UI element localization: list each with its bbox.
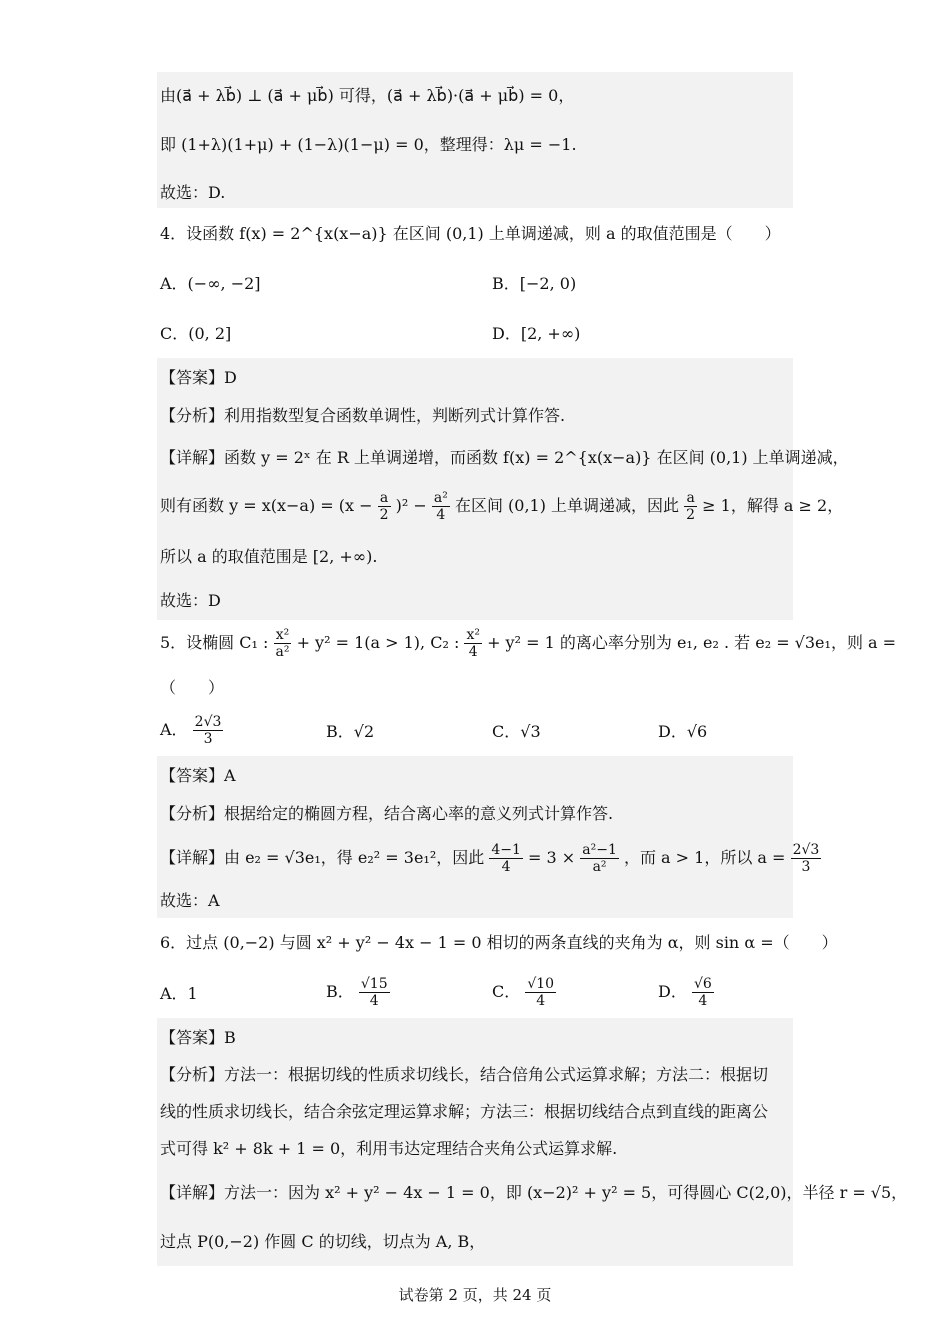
q5-stem-line1 (160, 625, 896, 661)
q4-option-b: B．[−2, 0) (492, 274, 577, 293)
q5-frac-x2-over-4 (464, 627, 482, 660)
q5-stem-line2: （ ） (160, 678, 225, 697)
frac-den: 4 (501, 859, 511, 875)
q5-frac-3 (791, 842, 822, 875)
q5-stem-part1: 5．设椭圆 C₁ : (160, 633, 269, 652)
q4-option-d: D．[2, +∞) (492, 324, 581, 343)
q4-frac-a2-over-4 (432, 490, 450, 523)
frac-den: 3 (801, 859, 811, 875)
frac-den: a² (275, 644, 290, 660)
frac-den: 2 (686, 507, 696, 523)
q5-detail-line1 (160, 838, 821, 878)
frac-den: 4 (436, 507, 446, 523)
q4-detail-line1: 【详解】函数 y = 2ˣ 在 R 上单调递增，而函数 f(x) = 2^{x(x−a)} 在区间 (0,1) 上单调递减， (160, 448, 849, 467)
q6-option-d-value (692, 976, 714, 1009)
q3-choose: 故选：D. (160, 183, 226, 202)
q6-detail-line2: 过点 P(0,−2) 作圆 C 的切线，切点为 A, B， (160, 1232, 486, 1251)
frac-num: a (684, 490, 697, 507)
frac-den: 4 (369, 993, 379, 1009)
q4-frac-a-over-2 (378, 490, 391, 523)
frac-num: x² (274, 627, 292, 644)
frac-num: 4−1 (491, 842, 521, 858)
frac-num: a² (433, 490, 448, 506)
q4-detail-line3: 所以 a 的取值范围是 [2, +∞). (160, 547, 378, 566)
solution-block-q5 (157, 756, 793, 918)
q5-detail-part1: 【详解】由 e₂ = √3e₁，得 e₂² = 3e₁²，因此 (160, 848, 485, 867)
frac-den: 4 (536, 993, 546, 1009)
q4-detail2-part2: )² − (395, 496, 427, 515)
frac-den: 4 (468, 644, 478, 660)
q6-option-b-value (359, 976, 390, 1009)
q6-option-d (658, 972, 714, 1012)
q4-option-a: A．(−∞, −2] (160, 274, 261, 293)
frac-den: 2 (379, 507, 389, 523)
q5-option-d: D．√6 (658, 722, 708, 741)
frac-num: 2√3 (792, 842, 820, 858)
q5-option-a-label: A． (160, 720, 188, 739)
q5-frac-2 (580, 842, 619, 875)
q6-detail-line1: 【详解】方法一：因为 x² + y² − 4x − 1 = 0，即 (x−2)² + y² = 5，可得圆心 C(2,0)，半径 r = √5， (160, 1183, 908, 1202)
q6-option-b (326, 972, 390, 1012)
q4-detail2-part1: 则有函数 y = x(x−a) = (x − (160, 496, 373, 515)
q5-option-a-value (193, 714, 224, 747)
q4-frac-a-over-2b (684, 490, 697, 523)
q5-analysis: 【分析】根据给定的椭圆方程，结合离心率的意义列式计算作答. (160, 804, 614, 823)
q5-detail-part2: = 3 × (527, 848, 576, 867)
frac-den: 4 (698, 993, 708, 1009)
q6-analysis-line3: 式可得 k² + 8k + 1 = 0，利用韦达定理结合夹角公式运算求解. (160, 1139, 618, 1158)
q4-detail-line2 (160, 488, 843, 524)
q6-analysis-line1: 【分析】方法一：根据切线的性质求切线长，结合倍角公式运算求解；方法二：根据切 (160, 1065, 769, 1084)
q5-stem-part3: + y² = 1 的离心率分别为 e₁, e₂ . 若 e₂ = √3e₁，则 a = (487, 633, 897, 652)
q5-option-c: C．√3 (492, 722, 541, 741)
q5-answer: 【答案】A (160, 766, 236, 785)
frac-num: √10 (527, 976, 555, 992)
frac-num: √6 (693, 976, 712, 992)
q6-answer: 【答案】B (160, 1028, 236, 1047)
q6-option-c-label: C． (492, 982, 521, 1001)
q3-detail-line2: 即 (1+λ)(1+μ) + (1−λ)(1−μ) = 0，整理得：λμ = −1. (160, 135, 577, 154)
frac-num: a (378, 490, 391, 507)
q6-option-a: A．1 (160, 984, 198, 1003)
q5-frac-x2-over-a2 (274, 627, 292, 660)
q4-option-c: C．(0, 2] (160, 324, 232, 343)
q4-choose: 故选：D (160, 591, 221, 610)
q6-option-c (492, 972, 556, 1012)
q6-option-d-label: D． (658, 982, 687, 1001)
q5-option-b: B．√2 (326, 722, 375, 741)
frac-num: x² (466, 627, 480, 643)
q6-option-c-value (525, 976, 556, 1009)
q5-detail-part3: ，而 a > 1，所以 a = (623, 848, 786, 867)
frac-num: √15 (360, 976, 388, 992)
q4-detail2-part3: 在区间 (0,1) 上单调递减，因此 (454, 496, 680, 515)
q4-stem: 4．设函数 f(x) = 2^{x(x−a)} 在区间 (0,1) 上单调递减，则 a 的取值范围是（ ） (160, 224, 781, 243)
q5-frac-1 (489, 842, 523, 875)
q5-choose: 故选：A (160, 891, 220, 910)
q6-stem: 6．过点 (0,−2) 与圆 x² + y² − 4x − 1 = 0 相切的两条直线的夹角为 α，则 sin α =（ ） (160, 933, 838, 952)
q5-option-a (160, 710, 223, 750)
q3-detail-line1: 由(a⃗ + λb⃗) ⊥ (a⃗ + μb⃗) 可得，(a⃗ + λb⃗)·(a⃗ + μb⃗) = 0， (160, 86, 575, 105)
q4-analysis: 【分析】利用指数型复合函数单调性，判断列式计算作答. (160, 406, 566, 425)
frac-den: 3 (203, 731, 213, 747)
frac-num: a²−1 (582, 842, 617, 858)
q6-option-b-label: B． (326, 982, 354, 1001)
q4-answer: 【答案】D (160, 368, 237, 387)
page-footer: 试卷第 2 页，共 24 页 (398, 1286, 552, 1304)
q6-analysis-line2: 线的性质求切线长，结合余弦定理运算求解；方法三：根据切线结合点到直线的距离公 (160, 1102, 769, 1121)
q5-stem-part2: + y² = 1(a > 1), C₂ : (296, 633, 460, 652)
frac-den: a² (592, 859, 607, 875)
frac-num: 2√3 (194, 714, 222, 730)
q4-detail2-part4: ≥ 1，解得 a ≥ 2， (702, 496, 844, 515)
